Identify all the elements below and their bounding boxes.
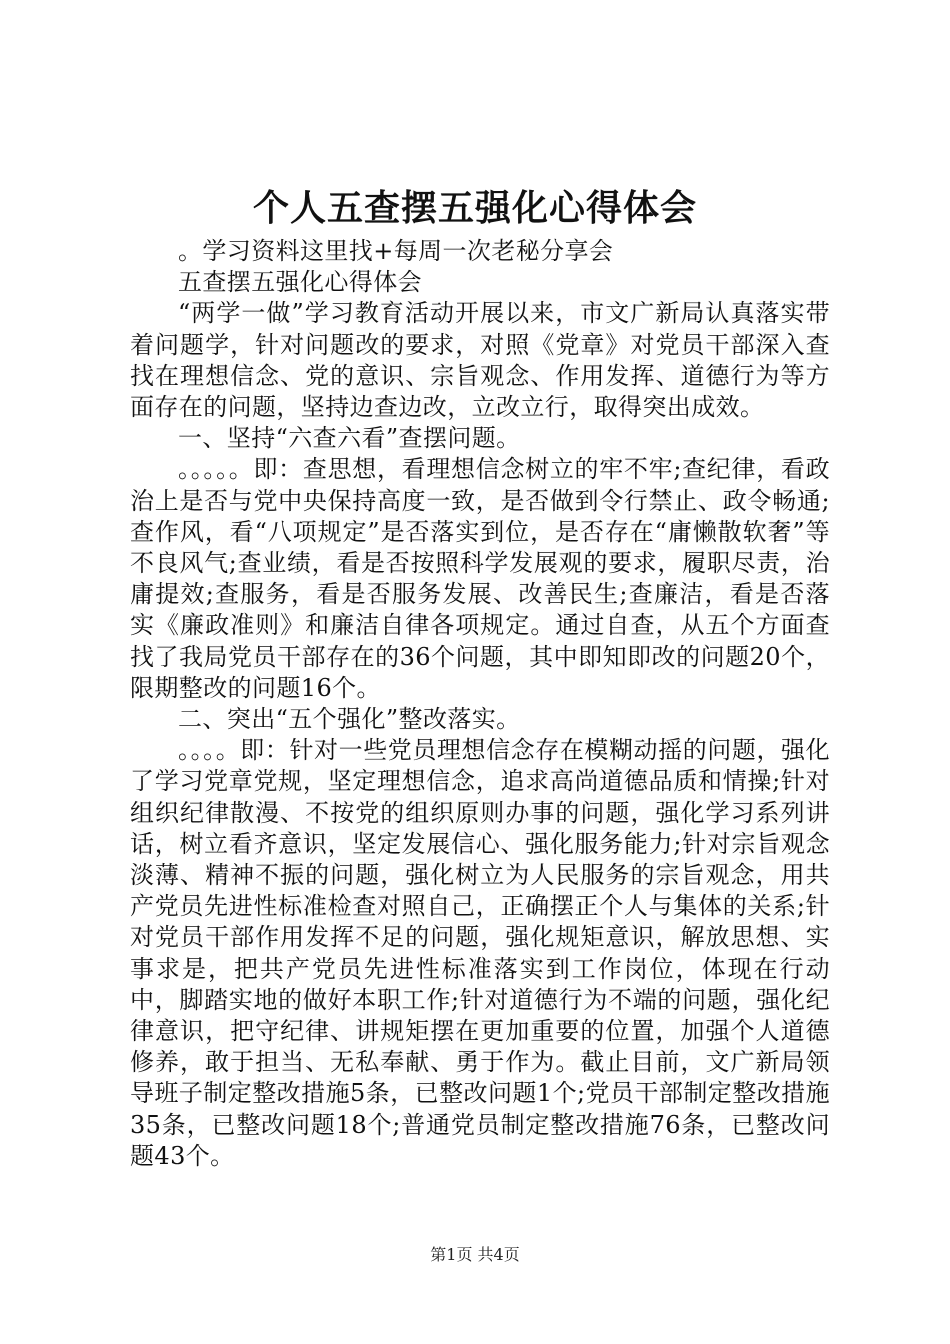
paragraph-intro: “两学一做”学习教育活动开展以来，市文广新局认真落实带着问题学，针对问题改的要求，对照《党章》对党员干部深入查找在理想信念、党的意识、宗旨观念、作用发挥、道德行为等方面存在的问题，坚持边查边改，立改立行，取得突出成效。 — [130, 299, 830, 422]
section-heading-2: 二、突出“五个强化”整改落实。 — [178, 705, 521, 734]
paragraph-subtitle: 五查摆五强化心得体会 — [178, 268, 422, 297]
paragraph-section-1: 。。。。。即：查思想，看理想信念树立的牢不牢;查纪律，看政治上是否与党中央保持高度一致，是否做到令行禁止、政令畅通;查作风，看“八项规定”是否落实到位，是否存在“庸懒散软奢”等不良风气;查业绩，看是否按照科学发展观的要求，履职尽责，治庸提效;查服务，看是否服务发展、改善民生;查廉洁，看是否落实《廉政准则》和廉洁自律各项规定。通过自查，从五个方面查找了我局党员干部存在的36个问题，其中即知即改的问题20个，限期整改的问题16个。 — [130, 455, 830, 702]
section-heading-1: 一、坚持“六查六看”查摆问题。 — [178, 424, 521, 453]
paragraph-section-2: 。。。。即：针对一些党员理想信念存在模糊动摇的问题，强化了学习党章党规，坚定理想信念，追求高尚道德品质和情操;针对组织纪律散漫、不按党的组织原则办事的问题，强化学习系列讲话，树立看齐意识，坚定发展信心、强化服务能力;针对宗旨观念淡薄、精神不振的问题，强化树立为人民服务的宗旨观念，用共产党员先进性标准检查对照自己，正确摆正个人与集体的关系;针对党员干部作用发挥不足的问题，强化规矩意识，解放思想、实事求是，把共产党员先进性标准落实到工作岗位，体现在行动中，脚踏实地的做好本职工作;针对道德行为不端的问题，强化纪律意识，把守纪律、讲规矩摆在更加重要的位置，加强个人道德修养，敢于担当、无私奉献、勇于作为。截止目前，文广新局领导班子制定整改措施5条，已整改问题1个;党员干部制定整改措施35条，已整改问题18个;普通党员制定整改措施76条，已整改问题43个。 — [130, 736, 830, 1170]
page-number-footer: 第1页 共4页 — [430, 1245, 520, 1264]
document-body — [130, 236, 830, 1172]
document-title: 个人五查摆五强化心得体会 — [252, 187, 697, 229]
paragraph-promo: 。学习资料这里找+每周一次老秘分享会 — [178, 237, 614, 265]
